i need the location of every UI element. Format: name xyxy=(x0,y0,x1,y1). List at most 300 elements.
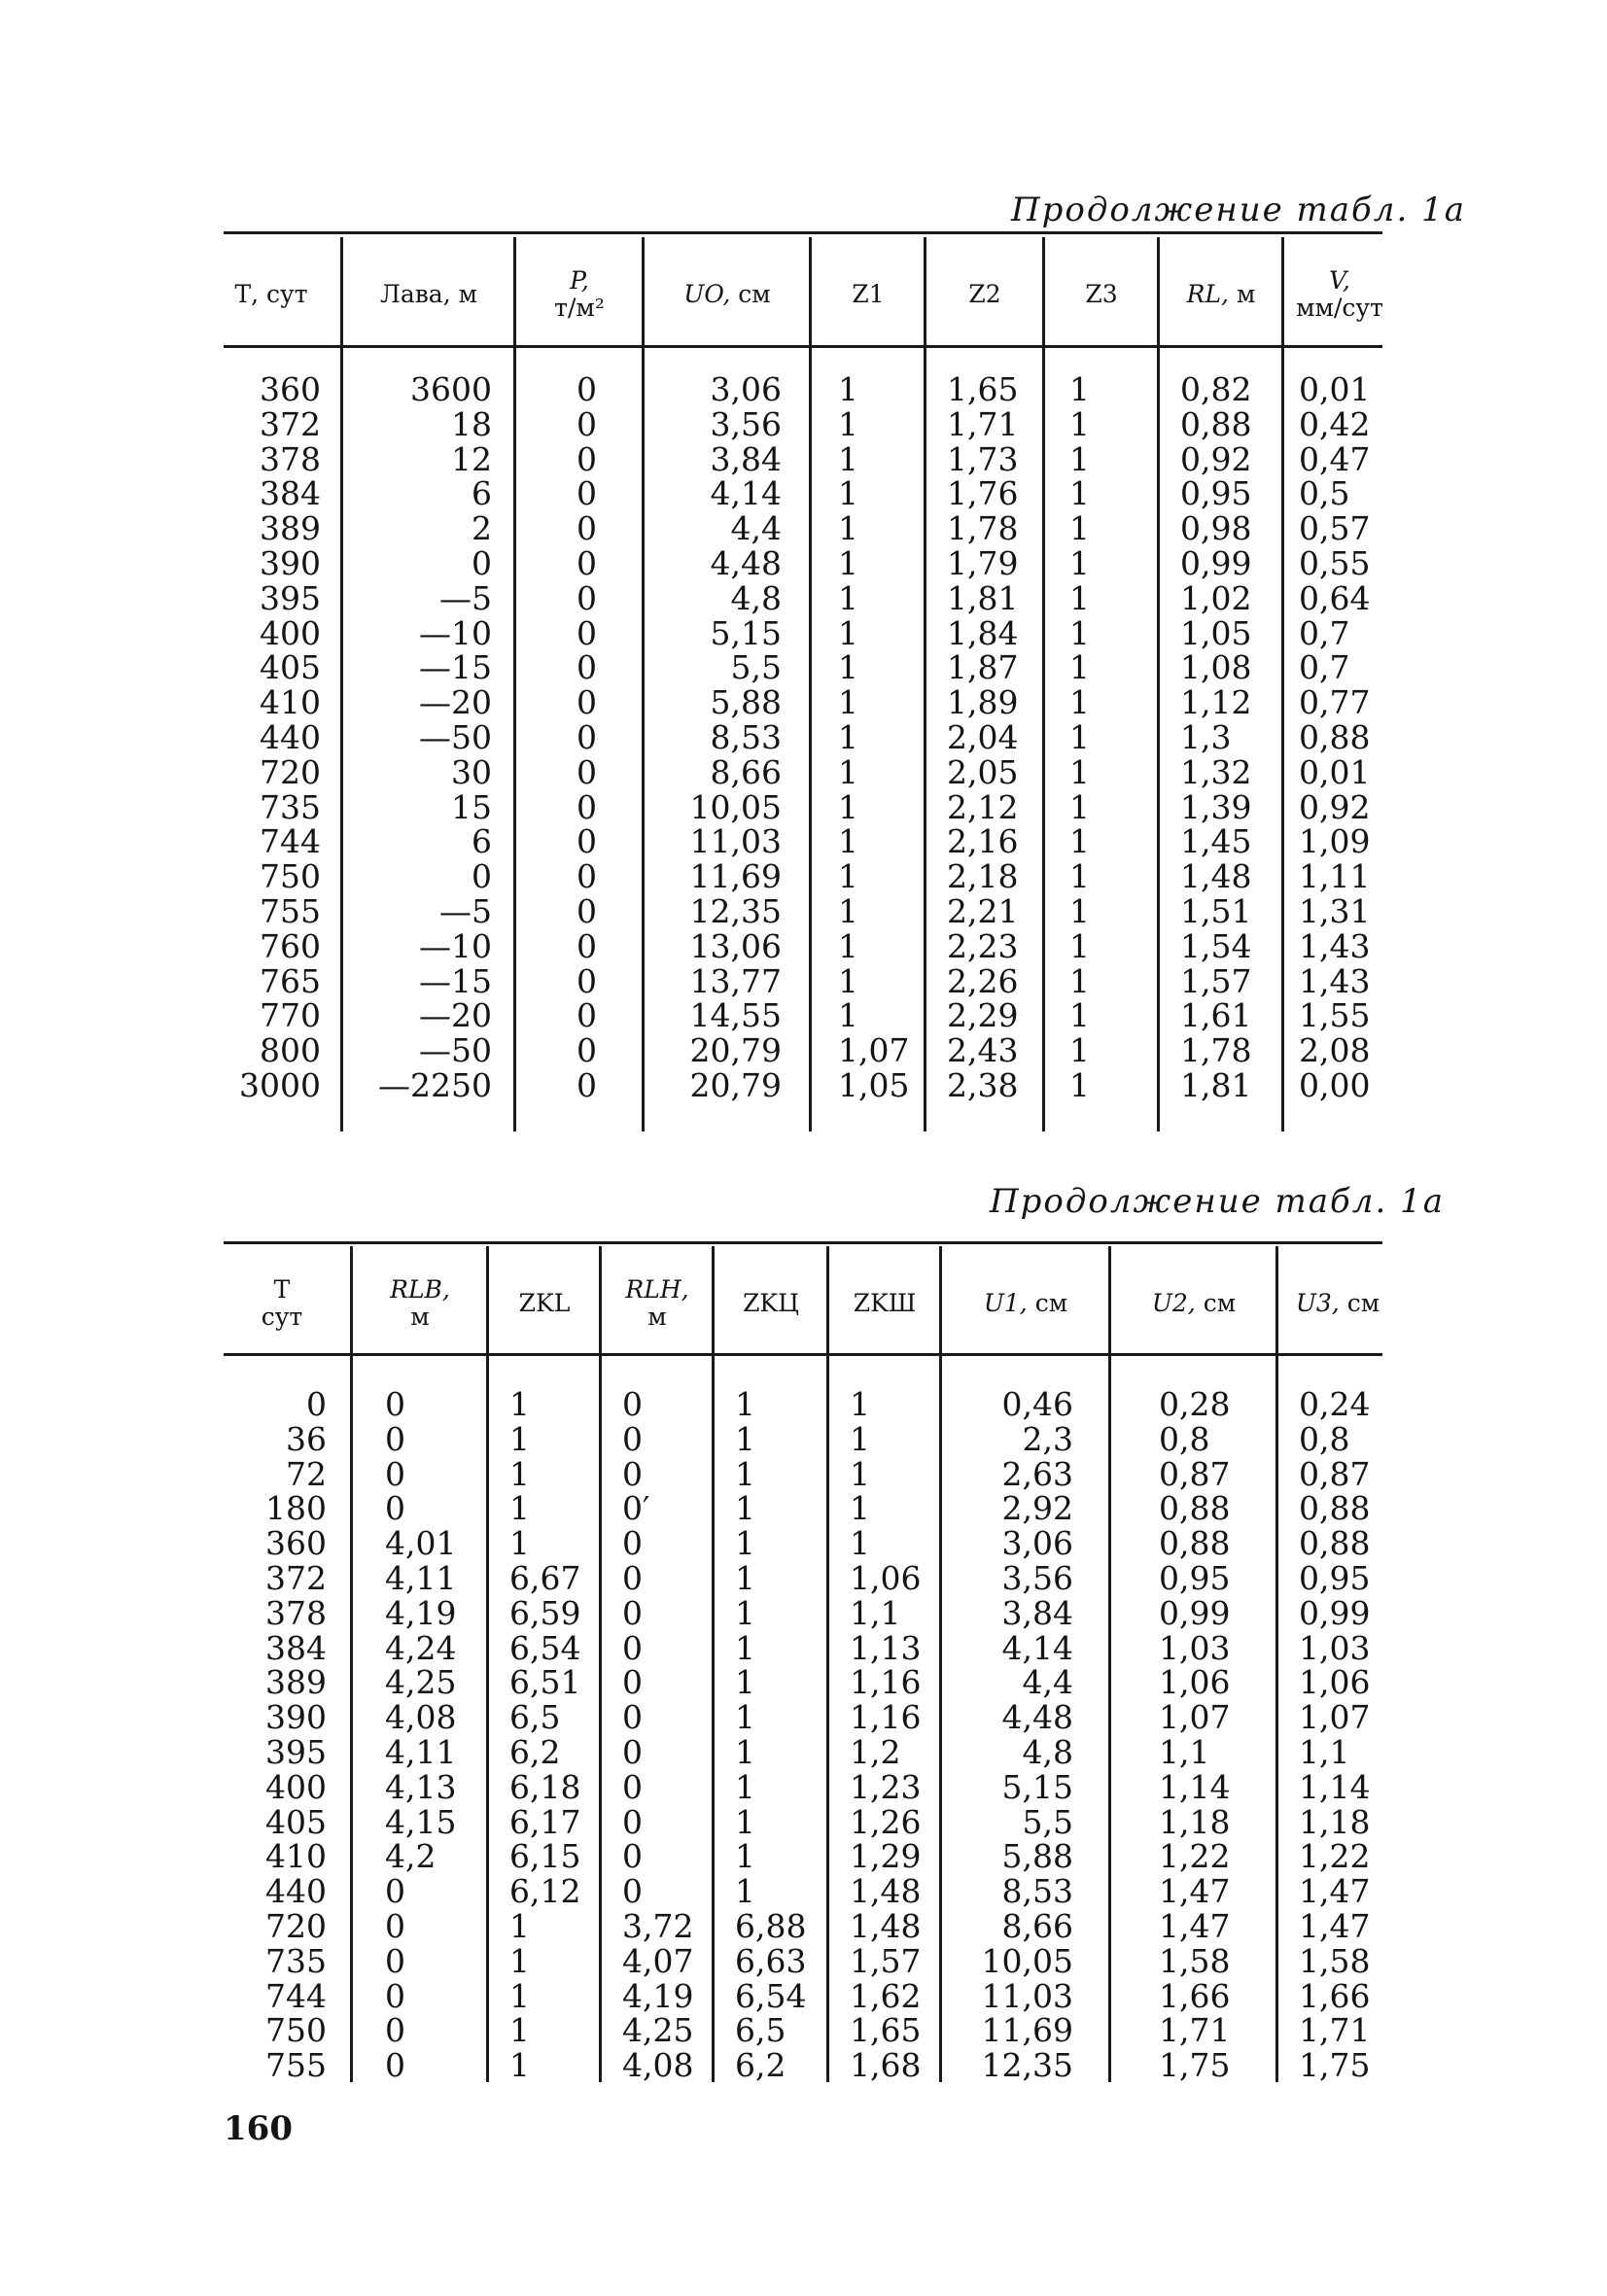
table-cell: 1 xyxy=(1069,891,1090,930)
table-cell: 1 xyxy=(735,1558,755,1597)
table-cell: 0 xyxy=(576,439,597,478)
table-cell: 2,12 xyxy=(947,787,1019,826)
table-cell: 0,55 xyxy=(1299,543,1371,582)
table-cell: 0,92 xyxy=(1180,439,1252,478)
table2-col-divider xyxy=(712,1246,715,2082)
table-cell: 1,87 xyxy=(947,648,1019,687)
table-cell: 1,76 xyxy=(947,474,1019,513)
table-cell: 1 xyxy=(735,1663,755,1702)
table-cell: 0 xyxy=(622,1558,643,1597)
table-cell: 6,5 xyxy=(509,1698,561,1737)
table-cell: 1,47 xyxy=(1299,1872,1371,1911)
table-cell: 72 xyxy=(286,1454,327,1493)
table-cell: 1,08 xyxy=(1180,648,1252,687)
table-cell: 395 xyxy=(260,578,321,617)
table-cell: 4,8 xyxy=(730,578,782,617)
table-cell: 0 xyxy=(576,717,597,756)
table-cell: 1,16 xyxy=(850,1698,922,1737)
table-cell: 2,3 xyxy=(1022,1419,1073,1458)
table-cell: 6,12 xyxy=(509,1872,581,1911)
header-unit: см xyxy=(1034,1289,1068,1317)
table-cell: 2,08 xyxy=(1299,1031,1371,1070)
table-cell: 0 xyxy=(576,613,597,652)
header-unit: см xyxy=(738,280,771,308)
table-cell: 1 xyxy=(838,822,858,861)
table-cell: 1,06 xyxy=(1159,1663,1231,1702)
table-cell: 4,25 xyxy=(385,1663,457,1702)
table-cell: 0 xyxy=(576,961,597,1000)
table-cell: 0 xyxy=(622,1663,643,1702)
table1-header-v xyxy=(1285,251,1394,338)
table-cell: 750 xyxy=(260,857,321,896)
header-symbol: RL, xyxy=(1186,280,1229,308)
header-symbol: V, xyxy=(1329,266,1350,295)
table-cell: 5,15 xyxy=(1001,1767,1073,1806)
table-cell: 1 xyxy=(1069,683,1090,722)
table-cell: 1,32 xyxy=(1180,752,1252,791)
table-cell: 1 xyxy=(509,1906,530,1945)
table-cell: 4,11 xyxy=(385,1558,457,1597)
table2-col-divider xyxy=(1108,1246,1111,2082)
table-cell: 378 xyxy=(265,1593,327,1632)
table-cell: 1 xyxy=(509,2011,530,2050)
table-cell: 755 xyxy=(265,2046,327,2085)
table-cell: 760 xyxy=(260,926,321,965)
table-cell: 1 xyxy=(735,1767,755,1806)
table-cell: 1,62 xyxy=(850,1976,922,2015)
table-cell: 3,06 xyxy=(1001,1524,1073,1563)
header-symbol: U1, xyxy=(983,1289,1028,1317)
table-cell: 180 xyxy=(265,1489,327,1528)
table-cell: 1,75 xyxy=(1299,2046,1371,2085)
table-cell: 440 xyxy=(265,1872,327,1911)
table-cell: 13,77 xyxy=(689,961,782,1000)
table-cell: 1,1 xyxy=(850,1593,901,1632)
table-cell: 0 xyxy=(576,822,597,861)
table-cell: 1 xyxy=(509,1385,530,1423)
table-cell: 2,16 xyxy=(947,822,1019,861)
table-cell: 1 xyxy=(735,1593,755,1632)
table-cell: 0 xyxy=(576,857,597,896)
table-cell: 6 xyxy=(472,822,492,861)
table-cell: 405 xyxy=(265,1802,327,1841)
table-cell: 1 xyxy=(838,578,858,617)
table-cell: 6,67 xyxy=(509,1558,581,1597)
table-cell: 1 xyxy=(1069,926,1090,965)
table-cell: 0 xyxy=(622,1419,643,1458)
table-cell: 6,59 xyxy=(509,1593,581,1632)
table-cell: 405 xyxy=(260,648,321,687)
table-cell: 384 xyxy=(260,474,321,513)
table-cell: 1,14 xyxy=(1299,1767,1371,1806)
table-cell: 360 xyxy=(260,370,321,408)
table-cell: 12,35 xyxy=(689,891,782,930)
table1-col-divider xyxy=(1157,237,1160,1131)
header-unit: сут xyxy=(261,1303,303,1331)
table1-col-z3 xyxy=(1069,372,1128,1103)
table-cell: 390 xyxy=(265,1698,327,1737)
table-cell: 0 xyxy=(472,857,492,896)
header-symbol: RLB, xyxy=(390,1275,450,1304)
table-cell: 0,99 xyxy=(1180,543,1252,582)
table2-col-divider xyxy=(486,1246,489,2082)
table1-col-divider xyxy=(1281,237,1284,1131)
table-cell: 0 xyxy=(385,1454,405,1493)
table-cell: 0 xyxy=(622,1524,643,1563)
table1-header-rule xyxy=(224,345,1382,348)
header-symbol: P, xyxy=(570,266,589,295)
table-cell: 4,4 xyxy=(1022,1663,1073,1702)
table-cell: 18 xyxy=(451,404,492,443)
header-symbol: UO, xyxy=(683,280,731,308)
table-cell: 0 xyxy=(385,1976,405,2015)
table-cell: 1,18 xyxy=(1159,1802,1231,1841)
table-cell: 0 xyxy=(385,1941,405,1980)
table-cell: 4,8 xyxy=(1022,1732,1073,1771)
header-text: Т, сут xyxy=(234,280,308,308)
table-cell: 2,23 xyxy=(947,926,1019,965)
table-cell: 720 xyxy=(260,752,321,791)
table-cell: —50 xyxy=(419,1031,492,1070)
table-cell: 1 xyxy=(838,926,858,965)
table-cell: 410 xyxy=(265,1837,327,1876)
table-cell: 4,48 xyxy=(1001,1698,1073,1737)
table-cell: 1,54 xyxy=(1180,926,1252,965)
table1-col-v xyxy=(1299,372,1382,1103)
table-cell: 0 xyxy=(385,1489,405,1528)
table-cell: 0 xyxy=(576,648,597,687)
table-cell: 0 xyxy=(576,683,597,722)
table-cell: 3,84 xyxy=(710,439,782,478)
table-cell: 2 xyxy=(472,509,492,548)
table-cell: 389 xyxy=(265,1663,327,1702)
table2-col-u3 xyxy=(1299,1387,1386,2083)
table-cell: 0 xyxy=(385,1419,405,1458)
table-cell: 2,04 xyxy=(947,717,1019,756)
table-cell: 1 xyxy=(509,1524,530,1563)
table-cell: 14,55 xyxy=(689,996,782,1035)
table-cell: 1,1 xyxy=(1159,1732,1210,1771)
table-cell: 4,13 xyxy=(385,1767,457,1806)
table-cell: 720 xyxy=(265,1906,327,1945)
header-text: ZKЦ xyxy=(743,1289,799,1317)
table2-col-zkl xyxy=(509,1387,597,2083)
table-cell: 4,25 xyxy=(622,2011,694,2050)
table-cell: —15 xyxy=(419,961,492,1000)
table-cell: 1,39 xyxy=(1180,787,1252,826)
table-cell: 20,79 xyxy=(689,1065,782,1104)
table-cell: 4,14 xyxy=(1001,1628,1073,1667)
table-cell: 1,55 xyxy=(1299,996,1371,1035)
table1-top-rule xyxy=(224,231,1382,234)
table-cell: 800 xyxy=(260,1031,321,1070)
table-cell: 1 xyxy=(838,509,858,548)
table-cell: 1,58 xyxy=(1299,1941,1371,1980)
table-cell: 1 xyxy=(735,1524,755,1563)
table-cell: 4,11 xyxy=(385,1732,457,1771)
table-cell: 1,81 xyxy=(947,578,1019,617)
table-cell: 0 xyxy=(622,1593,643,1632)
table-cell: 0 xyxy=(576,543,597,582)
table-cell: 0,88 xyxy=(1299,1524,1371,1563)
table-cell: 400 xyxy=(265,1767,327,1806)
table-cell: 0 xyxy=(622,1767,643,1806)
table-cell: 1,05 xyxy=(838,1065,910,1104)
table2-col-u2 xyxy=(1159,1387,1266,2083)
table2-header-zksh xyxy=(832,1260,937,1347)
table-cell: 2,92 xyxy=(1001,1489,1073,1528)
table-cell: 1 xyxy=(850,1385,870,1423)
table2-header-t xyxy=(224,1260,340,1347)
table-cell: 10,05 xyxy=(981,1941,1073,1980)
table1-col-divider xyxy=(1042,237,1045,1131)
table-cell: 0,01 xyxy=(1299,370,1371,408)
table-cell: 8,53 xyxy=(1001,1872,1073,1911)
table2-header-rule xyxy=(224,1353,1382,1356)
table-cell: 1 xyxy=(1069,543,1090,582)
table-cell: 0 xyxy=(576,996,597,1035)
table-cell: —5 xyxy=(439,578,492,617)
table-cell: 1 xyxy=(1069,404,1090,443)
table-cell: 1,12 xyxy=(1180,683,1252,722)
table-cell: 6,2 xyxy=(735,2046,786,2085)
table-cell: —2250 xyxy=(378,1065,492,1104)
table-cell: 1,57 xyxy=(1180,961,1252,1000)
table-cell: 0,00 xyxy=(1299,1065,1371,1104)
table-cell: 0,87 xyxy=(1159,1454,1231,1493)
table-cell: 30 xyxy=(451,752,492,791)
table-cell: 0,88 xyxy=(1299,1489,1371,1528)
table1-col-z1 xyxy=(838,372,922,1103)
table-cell: 6,51 xyxy=(509,1663,581,1702)
table-cell: 1,71 xyxy=(1299,2011,1371,2050)
table1-header-p xyxy=(519,251,640,338)
table-cell: 1 xyxy=(735,1489,755,1528)
table-cell: 1 xyxy=(850,1524,870,1563)
table-cell: 0,82 xyxy=(1180,370,1252,408)
table-cell: 11,03 xyxy=(981,1976,1073,2015)
table-cell: 8,53 xyxy=(710,717,782,756)
table-cell: 1 xyxy=(509,1489,530,1528)
table-cell: 1,05 xyxy=(1180,613,1252,652)
table-cell: 0 xyxy=(576,926,597,965)
table-cell: 4,07 xyxy=(622,1941,694,1980)
table-cell: 1 xyxy=(735,1802,755,1841)
table-cell: 1,65 xyxy=(850,2011,922,2050)
table-cell: 1,78 xyxy=(1180,1031,1252,1070)
table-cell: 1,22 xyxy=(1159,1837,1231,1876)
table1-header-z2 xyxy=(929,251,1040,338)
table-cell: 1,23 xyxy=(850,1767,922,1806)
table-cell: 1,48 xyxy=(1180,857,1252,896)
table-cell: 0 xyxy=(622,1385,643,1423)
table-cell: 6,2 xyxy=(509,1732,561,1771)
table1-col-uo xyxy=(661,372,782,1103)
table-cell: 2,18 xyxy=(947,857,1019,896)
table-cell: 1,03 xyxy=(1299,1628,1371,1667)
table-cell: 11,69 xyxy=(689,857,782,896)
table-cell: 1 xyxy=(1069,474,1090,513)
header-text: Z3 xyxy=(1085,280,1118,308)
table-cell: 1 xyxy=(838,439,858,478)
table-cell: 1,14 xyxy=(1159,1767,1231,1806)
table-cell: 400 xyxy=(260,613,321,652)
table-cell: 3,84 xyxy=(1001,1593,1073,1632)
table-cell: 4,2 xyxy=(385,1837,437,1876)
table-cell: 1 xyxy=(1069,370,1090,408)
table-cell: —5 xyxy=(439,891,492,930)
table-cell: 0,99 xyxy=(1299,1593,1371,1632)
table-cell: 13,06 xyxy=(689,926,782,965)
table-cell: 1,57 xyxy=(850,1941,922,1980)
table2-header-u1 xyxy=(945,1260,1106,1347)
table-cell: 1,03 xyxy=(1159,1628,1231,1667)
table-cell: 1 xyxy=(1069,648,1090,687)
table1-col-z2 xyxy=(947,372,1040,1103)
table-cell: 1,02 xyxy=(1180,578,1252,617)
table-cell: 0 xyxy=(576,1065,597,1104)
table2-header-u2 xyxy=(1114,1260,1274,1347)
table-cell: 1 xyxy=(735,1385,755,1423)
page-number: 160 xyxy=(224,2109,293,2148)
table-cell: 1 xyxy=(1069,787,1090,826)
header-text: Лава, м xyxy=(379,280,478,308)
table2-col-rlh xyxy=(622,1387,710,2083)
table2-col-rlb xyxy=(385,1387,482,2083)
header-unit: м xyxy=(410,1303,430,1331)
table-cell: 1 xyxy=(838,717,858,756)
table-cell: 1,3 xyxy=(1180,717,1232,756)
table-cell: 1 xyxy=(1069,1031,1090,1070)
table2-col-zkc xyxy=(735,1387,822,2083)
table-cell: 1,07 xyxy=(1159,1698,1231,1737)
table-cell: 0 xyxy=(472,543,492,582)
table-cell: 1,31 xyxy=(1299,891,1371,930)
table-cell: 0,42 xyxy=(1299,404,1371,443)
table2-header-zkc xyxy=(717,1260,824,1347)
table-cell: 1,22 xyxy=(1299,1837,1371,1876)
table-cell: 0 xyxy=(385,2046,405,2085)
table-cell: 1 xyxy=(1069,996,1090,1035)
table-cell: 395 xyxy=(265,1732,327,1771)
table-cell: 372 xyxy=(265,1558,327,1597)
table-cell: 0,88 xyxy=(1159,1524,1231,1563)
table-cell: 1 xyxy=(1069,1065,1090,1104)
table-cell: 755 xyxy=(260,891,321,930)
table-cell: 1 xyxy=(1069,578,1090,617)
table-cell: 1,81 xyxy=(1180,1065,1252,1104)
table-cell: 0,64 xyxy=(1299,578,1371,617)
table-cell: 0 xyxy=(576,787,597,826)
table-cell: 0,57 xyxy=(1299,509,1371,548)
table-cell: 6,15 xyxy=(509,1837,581,1876)
table-cell: 1 xyxy=(735,1454,755,1493)
table-cell: 1 xyxy=(838,961,858,1000)
table1-header-z3 xyxy=(1048,251,1155,338)
table-cell: 0 xyxy=(576,509,597,548)
table-cell: 1,89 xyxy=(947,683,1019,722)
table-cell: 1,61 xyxy=(1180,996,1252,1035)
table-cell: 1 xyxy=(509,2046,530,2085)
table1-col-t xyxy=(224,372,321,1103)
header-unit: мм/сут xyxy=(1296,294,1383,322)
table-cell: 10,05 xyxy=(689,787,782,826)
table-cell: 1 xyxy=(838,857,858,896)
table-cell: 4,19 xyxy=(385,1593,457,1632)
table-cell: 0,95 xyxy=(1180,474,1252,513)
table-cell: 1 xyxy=(838,752,858,791)
table-cell: 0,88 xyxy=(1159,1489,1231,1528)
table-cell: 0 xyxy=(622,1837,643,1876)
table-cell: 3000 xyxy=(239,1065,321,1104)
table-cell: 1,47 xyxy=(1299,1906,1371,1945)
table-cell: 765 xyxy=(260,961,321,1000)
table-cell: 1,71 xyxy=(1159,2011,1231,2050)
table-cell: 1,26 xyxy=(850,1802,922,1841)
table2-col-t xyxy=(224,1387,327,2083)
table-cell: 1,75 xyxy=(1159,2046,1231,2085)
table-cell: 0,28 xyxy=(1159,1385,1231,1423)
table-cell: 4,48 xyxy=(710,543,782,582)
table-cell: 1 xyxy=(838,404,858,443)
table2-col-divider xyxy=(1275,1246,1278,2082)
table2-header-rlh xyxy=(605,1260,710,1347)
table-cell: 1 xyxy=(850,1489,870,1528)
table-cell: 1 xyxy=(838,543,858,582)
table-cell: 1 xyxy=(838,648,858,687)
table-cell: 6 xyxy=(472,474,492,513)
table-cell: 2,05 xyxy=(947,752,1019,791)
table-cell: 0 xyxy=(385,1872,405,1911)
table-cell: 0,95 xyxy=(1299,1558,1371,1597)
table-cell: —15 xyxy=(419,648,492,687)
table-cell: 0,77 xyxy=(1299,683,1371,722)
table-cell: 1,29 xyxy=(850,1837,922,1876)
table-cell: 1,78 xyxy=(947,509,1019,548)
table-cell: 770 xyxy=(260,996,321,1035)
table1-col-divider xyxy=(340,237,343,1131)
table-cell: 6,5 xyxy=(735,2011,786,2050)
table-cell: 1,66 xyxy=(1159,1976,1231,2015)
table-cell: 1,68 xyxy=(850,2046,922,2085)
table-cell: 750 xyxy=(265,2011,327,2050)
table-cell: 735 xyxy=(265,1941,327,1980)
table-cell: 0,8 xyxy=(1159,1419,1210,1458)
table-cell: 0,8 xyxy=(1299,1419,1350,1458)
table-cell: 6,18 xyxy=(509,1767,581,1806)
table-cell: 0 xyxy=(622,1698,643,1737)
table2-col-divider xyxy=(826,1246,829,2082)
table-cell: 1 xyxy=(1069,961,1090,1000)
table2-col-divider xyxy=(939,1246,942,2082)
table-cell: 3600 xyxy=(410,370,492,408)
table-cell: 2,43 xyxy=(947,1031,1019,1070)
table-cell: 0 xyxy=(576,1031,597,1070)
table-cell: 1 xyxy=(735,1872,755,1911)
table-cell: 1,71 xyxy=(947,404,1019,443)
table-cell: 2,29 xyxy=(947,996,1019,1035)
table-cell: 1,48 xyxy=(850,1906,922,1945)
table-cell: 6,54 xyxy=(735,1976,807,2015)
table-cell: 1,66 xyxy=(1299,1976,1371,2015)
table-cell: 1,48 xyxy=(850,1872,922,1911)
table-cell: 1 xyxy=(838,996,858,1035)
table-cell: 0,24 xyxy=(1299,1385,1371,1423)
table-cell: 15 xyxy=(451,787,492,826)
table-cell: 1,43 xyxy=(1299,926,1371,965)
table-cell: 20,79 xyxy=(689,1031,782,1070)
table-cell: 1 xyxy=(509,1976,530,2015)
